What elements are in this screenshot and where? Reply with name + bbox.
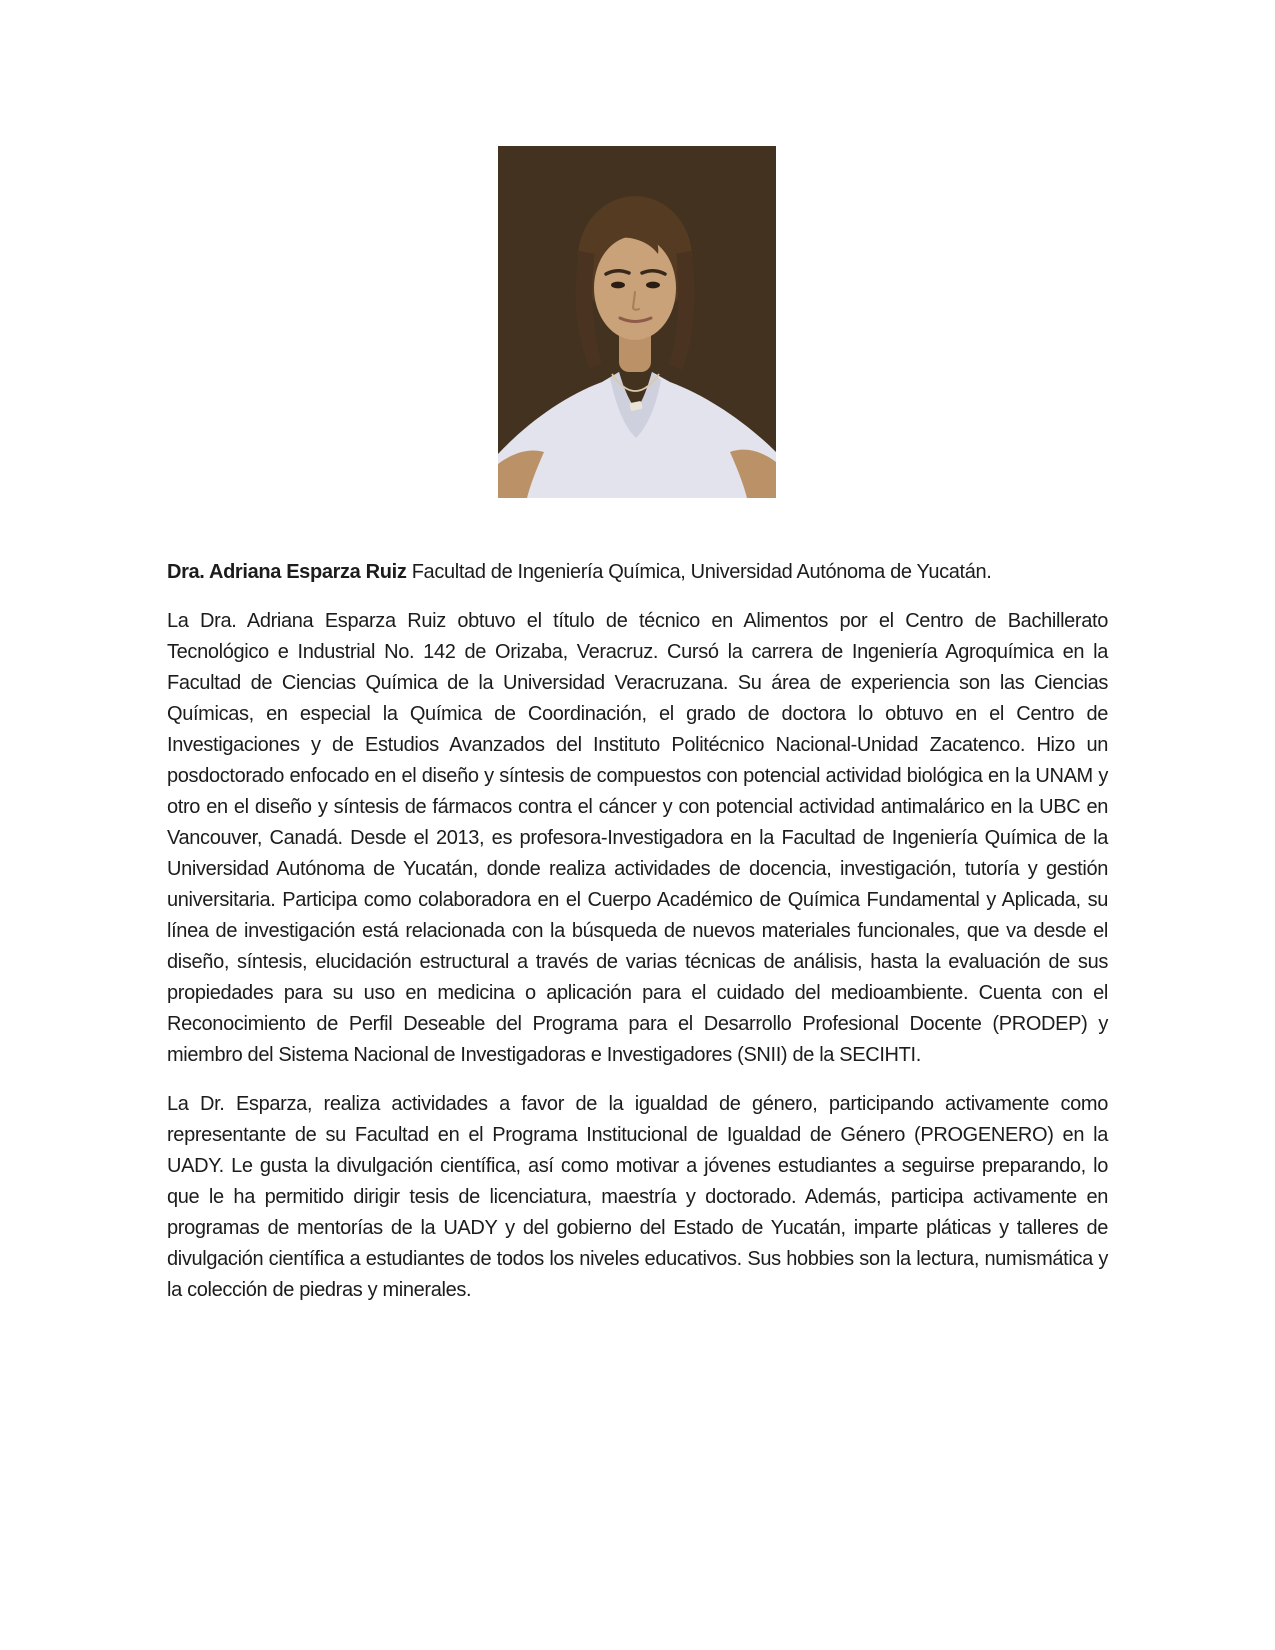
affiliation: Facultad de Ingeniería Química, Universidad Autónoma de Yucatán. <box>406 561 992 583</box>
portrait-photo <box>498 146 776 498</box>
face <box>594 236 676 340</box>
document-body <box>167 556 1108 1324</box>
person-name: Dra. Adriana Esparza Ruiz <box>167 561 407 583</box>
eye-left <box>611 282 625 289</box>
bio-paragraph-2: La Dr. Esparza, realiza actividades a favor de la igualdad de género, participando activamente como representante de su Facultad en el Programa Institucional de Igualdad de Género (PROGENERO) en la UADY. Le gusta la divulgación científica, así como motivar a jóvenes estudiantes a seguirse preparando, lo que le ha permitido dirigir tesis de licenciatura, maestría y doctorado. Además, participa activamente en programas de mentorías de la UADY y del gobierno del Estado de Yucatán, imparte pláticas y talleres de divulgación científica a estudiantes de todos los niveles educativos. Sus hobbies son la lectura, numismática y la colección de piedras y minerales. <box>167 1093 1108 1301</box>
bio-heading <box>167 556 1108 588</box>
bio-paragraph-1: La Dra. Adriana Esparza Ruiz obtuvo el título de técnico en Alimentos por el Centro de Bachillerato Tecnológico e Industrial No. 142 de Orizaba, Veracruz. Cursó la carrera de Ingeniería Agroquímica en la Facultad de Ciencias Química de la Universidad Veracruzana. Su área de experiencia son las Ciencias Químicas, en especial la Química de Coordinación, el grado de doctora lo obtuvo en el Centro de Investigaciones y de Estudios Avanzados del Instituto Politécnico Nacional-Unidad Zacatenco. Hizo un posdoctorado enfocado en el diseño y síntesis de compuestos con potencial actividad biológica en la UNAM y otro en el diseño y síntesis de fármacos contra el cáncer y con potencial actividad antimalárico en la UBC en Vancouver, Canadá. Desde el 2013, es profesora-Investigadora en la Facultad de Ingeniería Química de la Universidad Autónoma de Yucatán, donde realiza actividades de docencia, investigación, tutoría y gestión universitaria. Participa como colaboradora en el Cuerpo Académico de Química Fundamental y Aplicada, su línea de investigación está relacionada con la búsqueda de nuevos materiales funcionales, que va desde el diseño, síntesis, elucidación estructural a través de varias técnicas de análisis, hasta la evaluación de sus propiedades para su uso en medicina o aplicación para el cuidado del medioambiente. Cuenta con el Reconocimiento de Perfil Deseable del Programa para el Desarrollo Profesional Docente (PRODEP) y miembro del Sistema Nacional de Investigadoras e Investigadores (SNII) de la SECIHTI. <box>167 610 1108 1066</box>
portrait-photo-illustration <box>498 146 776 498</box>
eye-right <box>646 282 660 289</box>
